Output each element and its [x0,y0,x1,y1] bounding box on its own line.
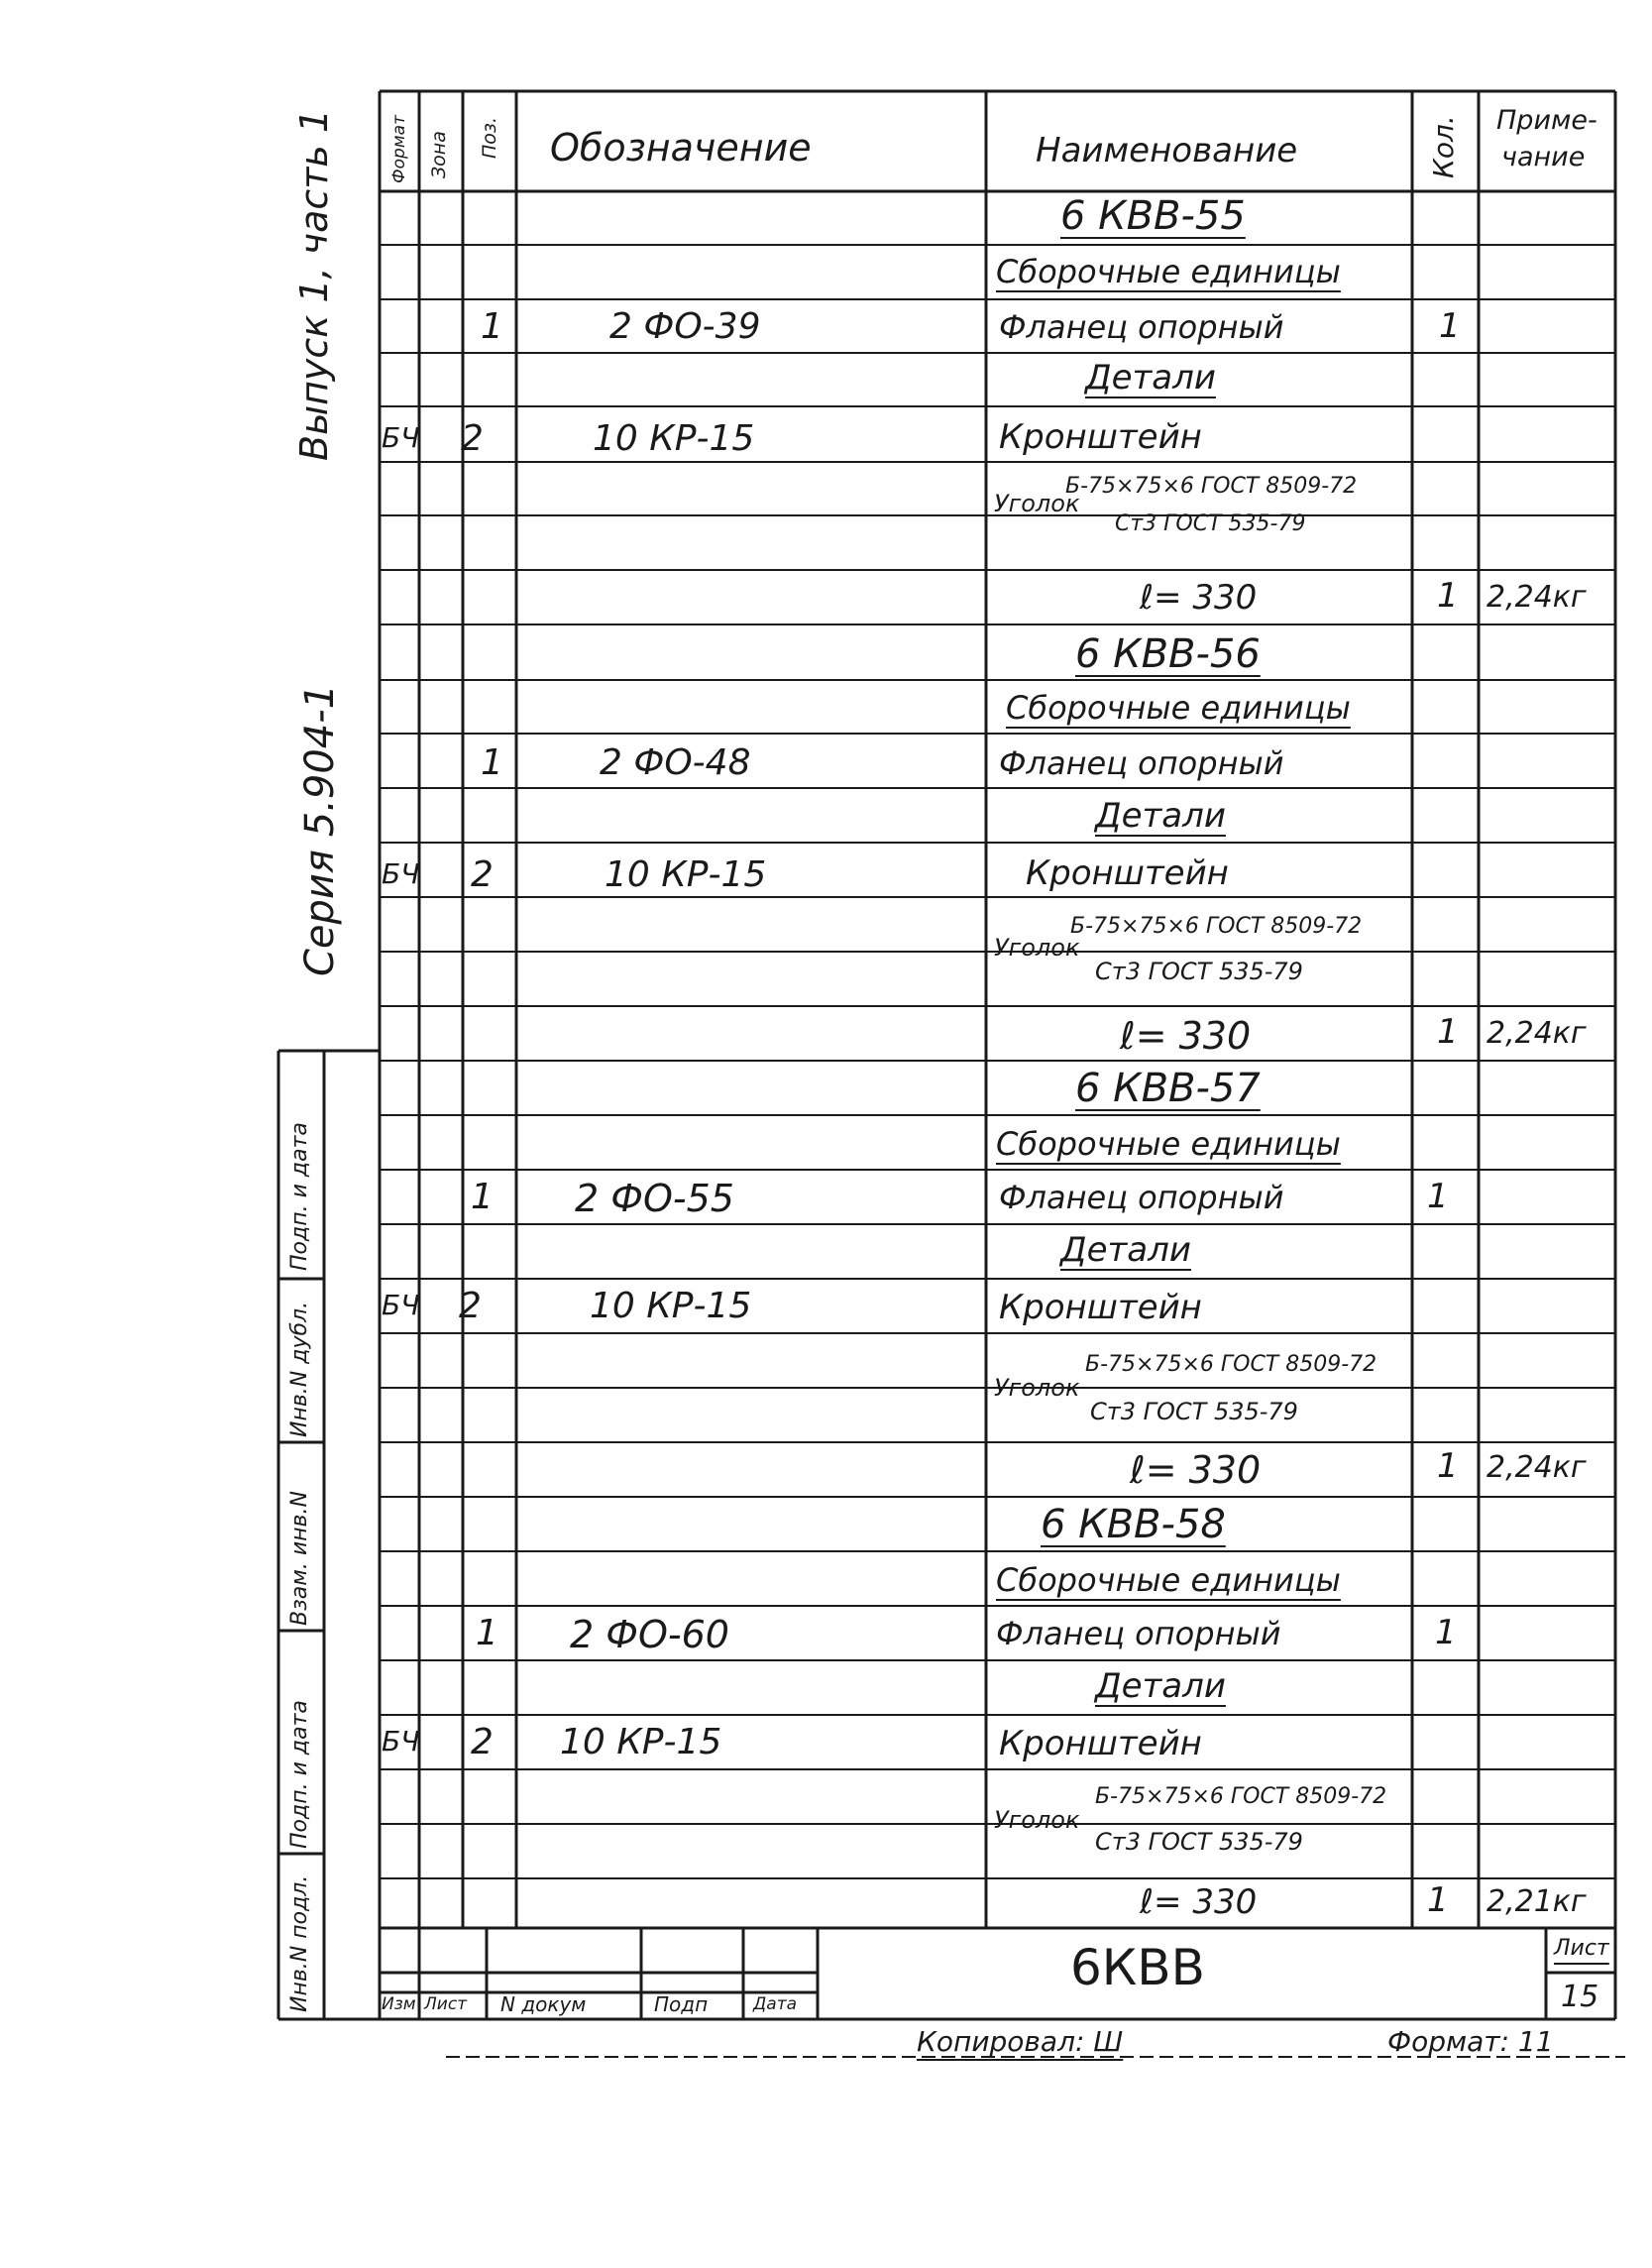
detail-pos: 2 [461,418,484,459]
header-note-1: Приме- [1496,105,1597,136]
length-note: 2,21кг [1487,1884,1587,1919]
title-code: 6КВВ [1070,1939,1205,1996]
assembly-name: Фланец опорный [999,308,1284,346]
assembly-heading: Сборочные единицы [996,253,1341,290]
assembly-heading: Сборочные единицы [996,1561,1341,1599]
length-qty: 1 [1437,1012,1459,1052]
footer-copied: Копировал: Ш [917,2025,1124,2058]
details-heading: Детали [1060,1230,1191,1270]
detail-pos: 2 [459,1286,482,1326]
margin-inv-orig: Инв.N подл. [287,1874,312,2012]
header-qty: Кол. [1427,115,1460,178]
section-title: 6 КВВ-58 [1041,1502,1226,1547]
margin-sign-date-bottom: Подп. и дата [287,1700,312,1849]
details-heading: Детали [1095,1666,1226,1706]
detail-format: БЧ [382,1725,420,1758]
assembly-designation: 2 ФО-39 [609,306,761,347]
length-note: 2,24кг [1487,580,1587,615]
detail-pos: 2 [471,1722,494,1762]
assembly-designation: 2 ФО-60 [570,1613,729,1656]
margin-series: Серия 5.904-1 [297,683,343,976]
assembly-qty: 1 [1435,1613,1457,1652]
length-text: ℓ= 330 [1120,1014,1252,1058]
detail-name: Кронштейн [999,1724,1202,1763]
tb-col-rev: Изм [382,1994,416,2014]
detail-designation: 10 КР-15 [590,1286,752,1326]
profile-bottom: Ст3 ГОСТ 535-79 [1095,958,1303,985]
profile-top: Б-75×75×6 ГОСТ 8509-72 [1065,474,1358,499]
assembly-name: Фланец опорный [996,1615,1281,1652]
footer-format: Формат: 11 [1387,2025,1554,2058]
assembly-pos: 1 [481,742,503,783]
length-qty: 1 [1437,1446,1459,1486]
profile-top: Б-75×75×6 ГОСТ 8509-72 [1070,914,1363,939]
detail-format: БЧ [382,857,420,890]
tb-col-sheet: Лист [424,1994,468,2014]
detail-format: БЧ [382,1289,420,1321]
profile-bottom: Ст3 ГОСТ 535-79 [1090,1398,1298,1425]
margin-inv-dup: Инв.N дубл. [287,1301,312,1437]
assembly-designation: 2 ФО-48 [600,742,751,783]
header-name: Наименование [1036,131,1298,170]
profile-top: Б-75×75×6 ГОСТ 8509-72 [1085,1352,1377,1377]
length-text: ℓ= 330 [1140,1882,1258,1922]
detail-designation: 10 КР-15 [593,418,755,459]
tb-col-doc: N докум [500,1992,587,2016]
length-qty: 1 [1427,1880,1449,1920]
section-title: 6 КВВ-55 [1060,193,1246,239]
length-note: 2,24кг [1487,1016,1587,1051]
sheet-number: 15 [1561,1980,1599,2014]
assembly-qty: 1 [1439,306,1461,346]
margin-issue: Выпуск 1, часть 1 [292,108,336,461]
header-designation: Обозначение [550,126,812,170]
profile-top: Б-75×75×6 ГОСТ 8509-72 [1095,1784,1387,1809]
assembly-name: Фланец опорный [999,744,1284,782]
section-title: 6 КВВ-56 [1075,631,1261,677]
assembly-heading: Сборочные единицы [996,1125,1341,1163]
header-zone: Зона [428,131,450,178]
assembly-designation: 2 ФО-55 [575,1177,734,1220]
tb-col-date: Дата [753,1994,798,2014]
detail-name: Кронштейн [999,1288,1202,1327]
detail-pos: 2 [471,854,494,895]
margin-replace-inv: Взам. инв.N [287,1491,312,1626]
length-text: ℓ= 330 [1130,1448,1262,1492]
profile-bottom: Ст3 ГОСТ 535-79 [1115,511,1306,536]
margin-sign-date-top: Подп. и дата [287,1122,312,1271]
sheet-label: Лист [1554,1936,1609,1961]
assembly-pos: 1 [481,306,503,347]
detail-format: БЧ [382,421,420,454]
header-note-2: чание [1501,142,1586,172]
detail-designation: 10 КР-15 [605,854,767,895]
header-format: Формат [389,115,409,183]
length-note: 2,24кг [1487,1450,1587,1485]
assembly-qty: 1 [1427,1177,1449,1216]
header-pos: Поз. [479,116,500,159]
profile-prefix: Уголок [994,1374,1080,1402]
profile-bottom: Ст3 ГОСТ 535-79 [1095,1828,1303,1856]
profile-prefix: Уголок [994,934,1080,962]
assembly-heading: Сборочные единицы [1006,689,1351,727]
details-heading: Детали [1085,358,1216,397]
length-text: ℓ= 330 [1140,578,1258,618]
profile-prefix: Уголок [994,490,1080,517]
detail-name: Кронштейн [1026,853,1229,893]
tb-col-sign: Подп [654,1992,709,2016]
profile-prefix: Уголок [994,1806,1080,1834]
assembly-pos: 1 [476,1613,498,1653]
assembly-pos: 1 [471,1177,494,1217]
section-title: 6 КВВ-57 [1075,1066,1261,1111]
detail-name: Кронштейн [999,417,1202,457]
details-heading: Детали [1095,796,1226,836]
assembly-name: Фланец опорный [999,1179,1284,1216]
detail-designation: 10 КР-15 [560,1722,722,1762]
length-qty: 1 [1437,576,1459,616]
